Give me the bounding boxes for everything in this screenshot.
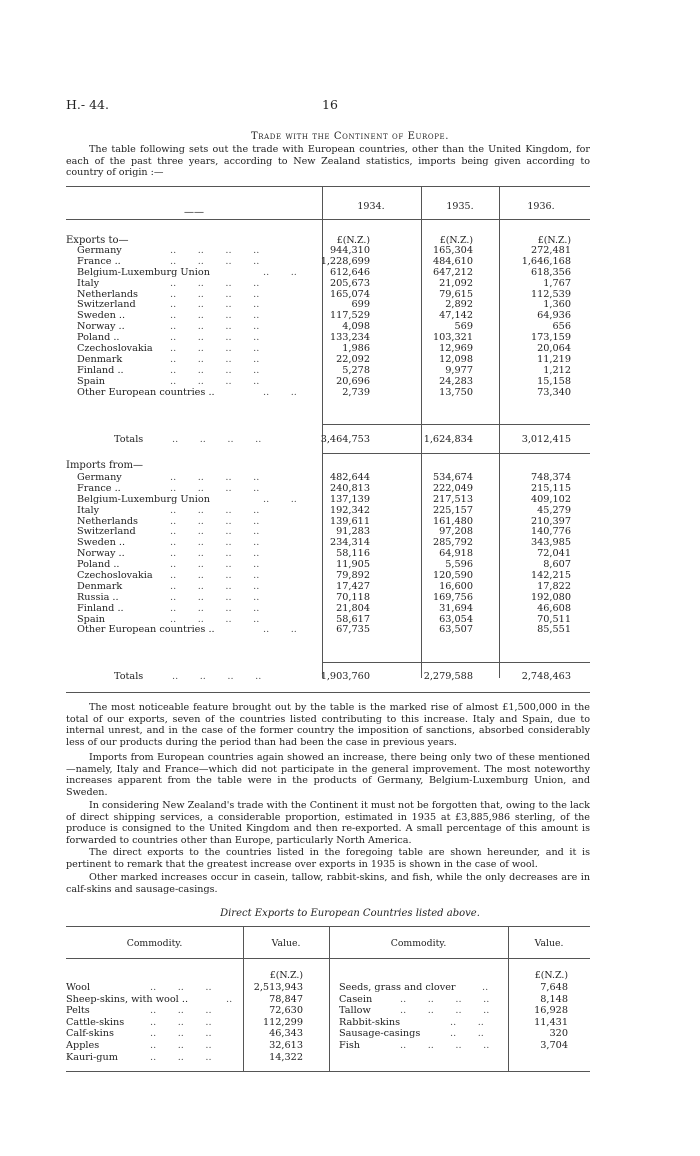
value-1936: 1,646,168	[521, 255, 571, 267]
country-name: France ..	[77, 255, 121, 267]
value-1935: 64,918	[439, 548, 473, 560]
country-name: Italy	[77, 277, 100, 289]
table-row: Belgium-Luxemburg Union .. .. 612,646 647,212 618,356	[77, 266, 571, 278]
commentary-paragraph: In considering New Zealand's trade with the Continent it must not be forgotten that, owing to the lack of direct shipping services, a considerable proportion, estimated in 1935 at £3,885,986 sterling, of the produce is consigned to the United Kingdom and then re-exported. A small percentage of this amount is forwarded to countries other than Europe, particularly North America.	[66, 800, 590, 847]
value-1935: 2,892	[445, 299, 473, 311]
value-1934: 482,644	[329, 472, 370, 483]
country-name: Switzerland	[77, 299, 136, 311]
value-1935: 569	[454, 321, 473, 333]
value-1935: 21,092	[439, 277, 473, 289]
value-1934: 699	[351, 299, 370, 311]
table-row: Sheep-skins, with wool .. .. 78,847 Casein .. .. .. .. 8,148	[66, 993, 568, 1005]
value-1936: 272,481	[530, 245, 571, 256]
value-1936: 1,767	[543, 277, 571, 289]
value-1936: 215,115	[530, 482, 571, 494]
country-name: Poland ..	[77, 559, 120, 571]
country-name: Russia ..	[77, 591, 119, 603]
country-name: Denmark	[77, 353, 123, 365]
value-1935: 12,098	[439, 353, 473, 365]
value-1934: 192,342	[329, 504, 370, 516]
page-number: 16	[322, 97, 338, 112]
value-1935: 647,212	[432, 266, 473, 278]
value-1934: 1,228,699	[320, 255, 370, 267]
value-1934: 1,986	[342, 343, 370, 355]
commodity-value: 11,431	[534, 1016, 568, 1028]
value-1935: 79,615	[439, 288, 473, 300]
table-row: Netherlands .. .. .. .. 139,611 161,480 210,397	[77, 515, 571, 527]
table-row: Switzerland .. .. .. .. 91,283 97,208 140,776	[77, 526, 571, 538]
value-1935: 217,513	[432, 493, 473, 505]
commentary-paragraph: The direct exports to the countries listed in the foregoing table are shown hereunder, and it is pertinent to remark that the greatest increase over exports in 1935 is shown in the case of wool.	[66, 847, 590, 870]
stub-header: ——	[184, 207, 204, 218]
table-row: Russia .. .. .. .. .. 70,118 169,756 192,080	[77, 591, 571, 603]
commodity-value: 3,704	[540, 1039, 568, 1051]
unit-label: £(N.Z.)	[537, 235, 571, 246]
value-1935: 103,321	[432, 332, 473, 344]
imports-rows	[0, 473, 700, 636]
value-1934: 20,696	[336, 375, 370, 387]
commodity-name: Kauri-gum	[66, 1051, 118, 1063]
value-1935: 24,283	[439, 375, 473, 387]
value-1935: 169,756	[432, 591, 473, 603]
commodity-value: 320	[549, 1028, 568, 1040]
commodity-name: Pelts	[66, 1005, 90, 1017]
value-1936: 192,080	[530, 591, 571, 603]
value-1936: 343,985	[530, 537, 571, 549]
value-1934: 58,617	[336, 613, 370, 625]
country-name: Norway ..	[77, 321, 125, 333]
table-header-rule	[66, 219, 590, 220]
value-1936: 11,219	[537, 353, 571, 365]
value-1935: 484,610	[432, 255, 473, 267]
commodity-name: Sausage-casings	[339, 1028, 421, 1040]
value-1934: 11,905	[336, 559, 370, 571]
value-1934: 944,310	[329, 245, 370, 256]
direct-exports-title: Direct Exports to European Countries listed above.	[220, 908, 480, 919]
table-row: Denmark .. .. .. .. 17,427 16,600 17,822	[77, 580, 571, 592]
value-1936: 656	[552, 321, 571, 333]
total-1935: 1,624,834	[423, 434, 473, 445]
totals-label: Totals	[114, 434, 144, 445]
value-1934: 5,278	[342, 364, 370, 376]
country-name: Spain	[77, 613, 105, 625]
value-1934: 139,611	[329, 515, 370, 527]
table-row: Czechoslovakia .. .. .. .. 79,892 120,590 142,215	[77, 570, 571, 582]
value-1935: 9,977	[445, 364, 473, 376]
total-1934: 3,464,753	[320, 434, 370, 445]
value-1936: 142,215	[530, 570, 571, 582]
country-name: Germany	[77, 245, 122, 256]
value-1935: 47,142	[439, 310, 473, 322]
value-1936: 46,608	[537, 602, 571, 614]
table-row: Spain .. .. .. .. 58,617 63,054 70,511	[77, 613, 571, 625]
value-1935: 97,208	[439, 526, 473, 538]
table-row: Denmark .. .. .. .. 22,092 12,098 11,219	[77, 353, 571, 365]
value-1936: 112,539	[530, 288, 571, 300]
value-1935: 285,792	[432, 537, 473, 549]
table-top-rule	[66, 186, 590, 187]
unit-label: £(N.Z.)	[269, 970, 303, 981]
year-header-1935: 1935.	[446, 201, 474, 212]
country-name: Netherlands	[77, 288, 138, 300]
commodity-name: Apples	[66, 1039, 100, 1051]
value-1936: 748,374	[530, 472, 571, 483]
country-name: Germany	[77, 472, 122, 483]
value-1934: 70,118	[336, 591, 370, 603]
page-header-ref: H.- 44.	[66, 97, 109, 112]
exports-total-rule-bottom	[322, 453, 590, 454]
table-row: Italy .. .. .. .. 205,673 21,092 1,767	[77, 277, 571, 289]
table-row: Apples .. .. .. 32,613 Fish .. .. .. .. 3,704	[66, 1039, 568, 1051]
commodity-value: 16,928	[534, 1005, 568, 1017]
value-1936: 73,340	[537, 386, 571, 398]
table-row: Sweden .. .. .. .. .. 234,314 285,792 343,985	[77, 537, 571, 549]
country-name: Belgium-Luxemburg Union	[77, 493, 210, 505]
total-1936: 2,748,463	[521, 671, 571, 682]
col-header-value: Value.	[271, 938, 301, 949]
col-header-commodity: Commodity.	[390, 938, 447, 949]
exports-rows	[0, 246, 700, 398]
value-1935: 13,750	[439, 386, 473, 398]
commodity-value: 72,630	[269, 1005, 303, 1017]
value-1936: 15,158	[537, 375, 571, 387]
unit-label: £(N.Z.)	[336, 235, 370, 246]
table-row: Pelts .. .. .. 72,630 Tallow .. .. .. .. 16,928	[66, 1005, 568, 1017]
totals-label: Totals	[114, 671, 144, 682]
col-header-commodity: Commodity.	[126, 938, 183, 949]
intro-paragraph: The table following sets out the trade with European countries, other than the United Kingdom, for each of the past three years, according to New Zealand statistics, imports being given according to country of origin :—	[66, 144, 590, 179]
value-1936: 1,360	[543, 299, 571, 311]
value-1935: 225,157	[432, 504, 473, 516]
value-1936: 45,279	[537, 504, 571, 516]
value-1934: 58,116	[336, 548, 370, 560]
value-1934: 91,283	[336, 526, 370, 538]
value-1934: 612,646	[329, 266, 370, 278]
value-1934: 21,804	[336, 602, 370, 614]
value-1935: 63,054	[439, 613, 473, 625]
value-1936: 173,159	[530, 332, 571, 344]
value-1934: 17,427	[336, 580, 370, 592]
value-1934: 234,314	[329, 537, 370, 549]
table-row: Kauri-gum .. .. .. 14,322	[66, 1051, 303, 1063]
table-row: Norway .. .. .. .. .. 4,098 569 656	[77, 321, 571, 333]
year-header-1934: 1934.	[357, 201, 385, 212]
total-1934: 1,903,760	[320, 671, 370, 682]
country-name: Denmark	[77, 580, 123, 592]
commodity-name: Casein	[339, 993, 373, 1005]
value-1934: 22,092	[336, 353, 370, 365]
commodity-name: Seeds, grass and clover	[339, 982, 456, 993]
commodity-value: 7,648	[540, 982, 568, 993]
total-1935: 2,279,588	[423, 671, 473, 682]
value-1936: 140,776	[530, 526, 571, 538]
value-1935: 12,969	[439, 343, 473, 355]
value-1934: 2,739	[342, 386, 370, 398]
table-row: Sweden .. .. .. .. .. 117,529 47,142 64,936	[77, 310, 571, 322]
commodity-name: Fish	[339, 1039, 361, 1051]
value-1935: 16,600	[439, 580, 473, 592]
value-1935: 31,694	[439, 602, 473, 614]
table-row: Germany .. .. .. .. 482,644 534,674 748,374	[77, 472, 571, 483]
country-name: Finland ..	[77, 364, 124, 376]
value-1934: 165,074	[329, 288, 370, 300]
value-1934: 4,098	[342, 321, 370, 333]
commodity-value: 78,847	[269, 993, 303, 1005]
commodity-value: 32,613	[269, 1039, 303, 1051]
value-1936: 64,936	[537, 310, 571, 322]
exports-label: Exports to—	[66, 235, 129, 246]
commodity-value: 14,322	[269, 1051, 303, 1063]
commodity-name: Sheep-skins, with wool ..	[66, 993, 189, 1005]
table-row: Finland .. .. .. .. .. 21,804 31,694 46,608	[77, 602, 571, 614]
country-name: Czechoslovakia	[77, 343, 153, 355]
table-row: France .. .. .. .. .. 1,228,699 484,610 1,646,168	[77, 255, 571, 267]
table-row: Italy .. .. .. .. 192,342 225,157 45,279	[77, 504, 571, 516]
value-1934: 205,673	[329, 277, 370, 289]
direct-exports-rows	[0, 982, 700, 1063]
commodity-value: 46,343	[269, 1028, 303, 1040]
table-row: Cattle-skins .. .. .. 112,299 Rabbit-skins .. .. 11,431	[66, 1016, 568, 1028]
value-1935: 120,590	[432, 570, 473, 582]
total-1936: 3,012,415	[521, 434, 571, 445]
country-name: Other European countries ..	[77, 386, 215, 398]
commodity-value: 112,299	[262, 1016, 303, 1028]
value-1935: 534,674	[432, 472, 473, 483]
unit-label: £(N.Z.)	[534, 970, 568, 981]
page-title: Trade with the Continent of Europe.	[250, 131, 449, 142]
table-row: France .. .. .. .. .. 240,813 222,049 215,115	[77, 482, 571, 494]
exports-total-rule	[322, 424, 590, 425]
table-row: Calf-skins .. .. .. 46,343 Sausage-casings .. .. 320	[66, 1028, 568, 1040]
commodity-name: Wool	[66, 982, 91, 993]
value-1936: 20,064	[537, 343, 571, 355]
value-1935: 5,596	[445, 559, 473, 571]
value-1934: 67,735	[336, 624, 370, 636]
table-row: Finland .. .. .. .. .. 5,278 9,977 1,212	[77, 364, 571, 376]
value-1935: 161,480	[432, 515, 473, 527]
value-1934: 117,529	[329, 310, 370, 322]
value-1936: 409,102	[530, 493, 571, 505]
country-name: Switzerland	[77, 526, 136, 538]
value-1936: 210,397	[530, 515, 571, 527]
value-1936: 1,212	[543, 364, 571, 376]
commodity-value: 2,513,943	[253, 982, 303, 993]
table-row: Wool .. .. .. 2,513,943 Seeds, grass and clover .. 7,648	[66, 982, 568, 993]
table-row: Poland .. .. .. .. .. 11,905 5,596 8,607	[77, 559, 571, 571]
table-row: Poland .. .. .. .. .. 133,234 103,321 173,159	[77, 332, 571, 344]
country-name: France ..	[77, 482, 121, 494]
direct-table-top-rule	[66, 926, 590, 927]
value-1935: 165,304	[432, 245, 473, 256]
country-name: Netherlands	[77, 515, 138, 527]
value-1934: 240,813	[329, 482, 370, 494]
country-name: Sweden ..	[77, 537, 126, 549]
commodity-name: Cattle-skins	[66, 1016, 125, 1028]
commodity-name: Calf-skins	[66, 1028, 114, 1040]
col-header-value: Value.	[534, 938, 564, 949]
value-1936: 8,607	[543, 559, 571, 571]
imports-label: Imports from—	[66, 460, 143, 471]
country-name: Spain	[77, 375, 105, 387]
year-header-1936: 1936.	[527, 201, 555, 212]
value-1934: 79,892	[336, 570, 370, 582]
imports-total-rule	[322, 662, 590, 663]
country-name: Czechoslovakia	[77, 570, 153, 582]
country-name: Belgium-Luxemburg Union	[77, 266, 210, 278]
value-1936: 70,511	[537, 613, 571, 625]
country-name: Other European countries ..	[77, 624, 215, 636]
value-1936: 618,356	[530, 266, 571, 278]
value-1935: 222,049	[432, 482, 473, 494]
value-1936: 85,551	[537, 624, 571, 636]
value-1935: 63,507	[439, 624, 473, 636]
commodity-name: Rabbit-skins	[339, 1016, 401, 1028]
unit-label: £(N.Z.)	[439, 235, 473, 246]
commentary-paragraph: Imports from European countries again showed an increase, there being only two of these mentioned—namely, Italy and France—which did not participate in the general improvement. The most noteworthy increases apparent from the table were in the products of Germany, Belgium-Luxemburg Union, and Sweden.	[66, 752, 590, 799]
table-row: Spain .. .. .. .. 20,696 24,283 15,158	[77, 375, 571, 387]
table-row: Czechoslovakia .. .. .. .. 1,986 12,969 20,064	[77, 343, 571, 355]
value-1936: 17,822	[537, 580, 571, 592]
value-1934: 137,139	[329, 493, 370, 505]
country-name: Poland ..	[77, 332, 120, 344]
table-row: Other European countries .. .. .. 67,735 63,507 85,551	[77, 624, 571, 636]
table-row: Switzerland .. .. .. .. 699 2,892 1,360	[77, 299, 571, 311]
table-bottom-rule	[66, 692, 590, 693]
table-row: Norway .. .. .. .. .. 58,116 64,918 72,041	[77, 548, 571, 560]
table-row: Other European countries .. .. .. 2,739 13,750 73,340	[77, 386, 571, 398]
value-1934: 133,234	[329, 332, 370, 344]
commentary-paragraph: The most noticeable feature brought out by the table is the marked rise of almost £1,500,000 in the total of our exports, seven of the countries listed contributing to this increase. Italy and Spain, due to internal unrest, and in the case of the former country the imposition of sanctions, absorbed considerably less of our products during the period than had been the case in previous years.	[66, 702, 590, 749]
country-name: Norway ..	[77, 548, 125, 560]
commodity-value: 8,148	[540, 993, 568, 1005]
value-1936: 72,041	[537, 548, 571, 560]
country-name: Italy	[77, 504, 100, 516]
country-name: Sweden ..	[77, 310, 126, 322]
commentary-paragraph: Other marked increases occur in casein, tallow, rabbit-skins, and fish, while the only decreases are in calf-skins and sausage-casings.	[66, 872, 590, 895]
direct-table-header-rule	[66, 958, 590, 959]
commodity-name: Tallow	[339, 1005, 371, 1017]
country-name: Finland ..	[77, 602, 124, 614]
direct-table-bottom-rule	[66, 1071, 590, 1072]
table-row: Germany .. .. .. .. 944,310 165,304 272,481	[77, 245, 571, 256]
table-row: Belgium-Luxemburg Union .. .. 137,139 217,513 409,102	[77, 493, 571, 505]
table-row: Netherlands .. .. .. .. 165,074 79,615 112,539	[77, 288, 571, 300]
